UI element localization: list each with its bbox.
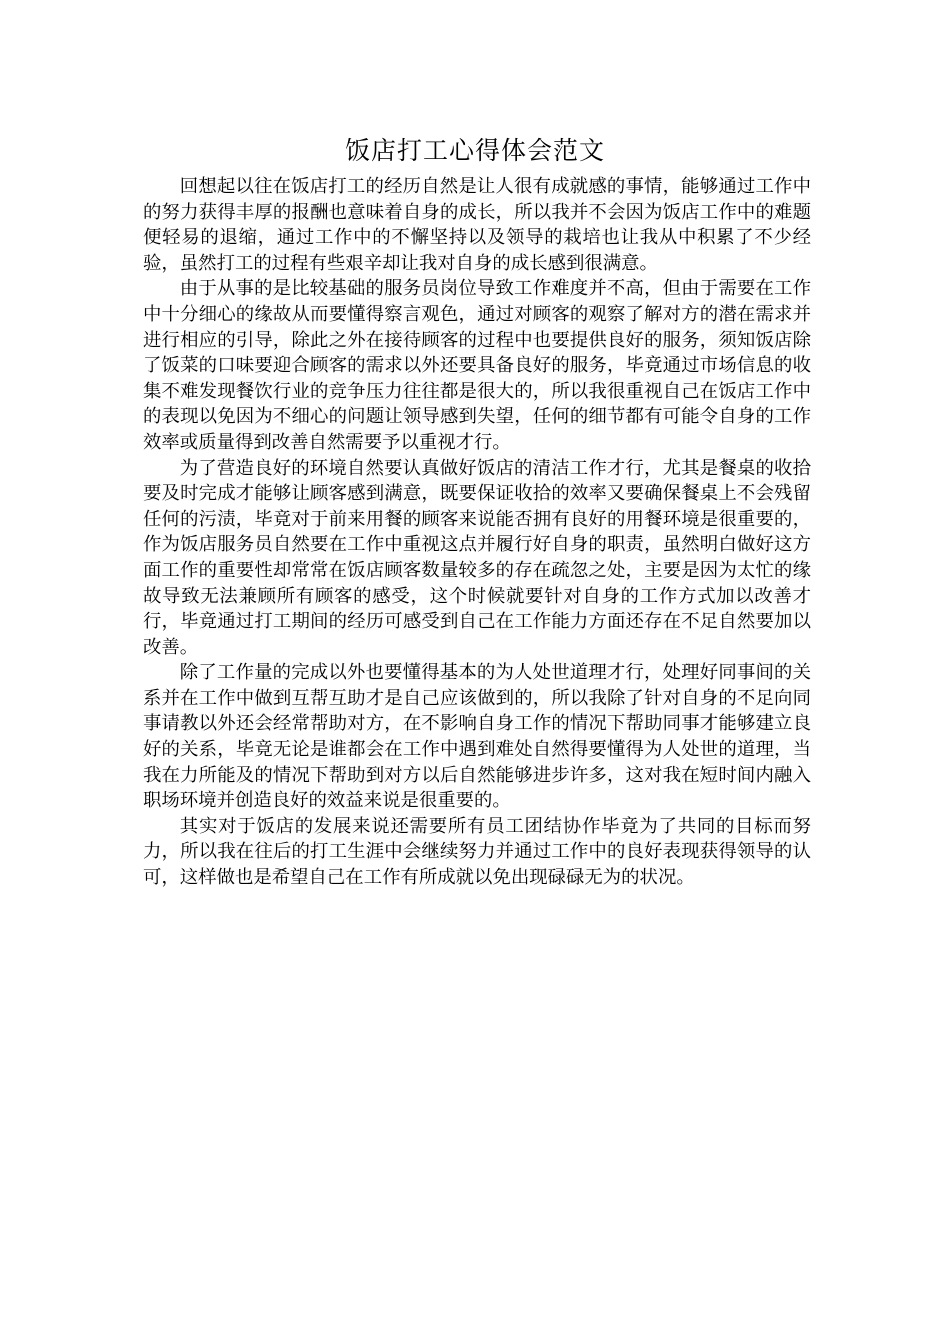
paragraph-1: 回想起以往在饭店打工的经历自然是让人很有成就感的事情，能够通过工作中的努力获得丰厚的报酬也意味着自身的成长，所以我并不会因为饭店工作中的难题便轻易的退缩，通过工作中的不懈坚持以及领导的栽培也让我从中积累了不少经验，虽然打工的过程有些艰辛却让我对自身的成长感到很满意。 — [143, 176, 811, 274]
document-body — [143, 174, 811, 891]
paragraph-4: 除了工作量的完成以外也要懂得基本的为人处世道理才行，处理好同事间的关系并在工作中做到互帮互助才是自己应该做到的，所以我除了针对自身的不足向同事请教以外还会经常帮助对方，在不影响自身工作的情况下帮助同事才能够建立良好的关系，毕竟无论是谁都会在工作中遇到难处自然得要懂得为人处世的道理，当我在力所能及的情况下帮助到对方以后自然能够进步许多，这对我在短时间内融入职场环境并创造良好的效益来说是很重要的。 — [143, 662, 811, 812]
paragraph-5: 其实对于饭店的发展来说还需要所有员工团结协作毕竟为了共同的目标而努力，所以我在往后的打工生涯中会继续努力并通过工作中的良好表现获得领导的认可，这样做也是希望自己在工作有所成就以免出现碌碌无为的状况。 — [143, 815, 811, 889]
paragraph-2: 由于从事的是比较基础的服务员岗位导致工作难度并不高，但由于需要在工作中十分细心的缘故从而要懂得察言观色，通过对顾客的观察了解对方的潜在需求并进行相应的引导，除此之外在接待顾客的过程中也要提供良好的服务，须知饭店除了饭菜的口味要迎合顾客的需求以外还要具备良好的服务，毕竟通过市场信息的收集不难发现餐饮行业的竞争压力往往都是很大的，所以我很重视自己在饭店工作中的表现以免因为不细心的问题让领导感到失望，任何的细节都有可能令自身的工作效率或质量得到改善自然需要予以重视才行。 — [143, 278, 811, 453]
paragraph-3: 为了营造良好的环境自然要认真做好饭店的清洁工作才行，尤其是餐桌的收拾要及时完成才能够让顾客感到满意，既要保证收拾的效率又要确保餐桌上不会残留任何的污渍，毕竟对于前来用餐的顾客来说能否拥有良好的用餐环境是很重要的，作为饭店服务员自然要在工作中重视这点并履行好自身的职责，虽然明白做好这方面工作的重要性却常常在饭店顾客数量较多的存在疏忽之处，主要是因为太忙的缘故导致无法兼顾所有顾客的感受，这个时候就要针对自身的工作方式加以改善才行，毕竟通过打工期间的经历可感受到自己在工作能力方面还存在不足自然要加以改善。 — [143, 457, 811, 658]
document-title: 饭店打工心得体会范文 — [344, 136, 605, 165]
